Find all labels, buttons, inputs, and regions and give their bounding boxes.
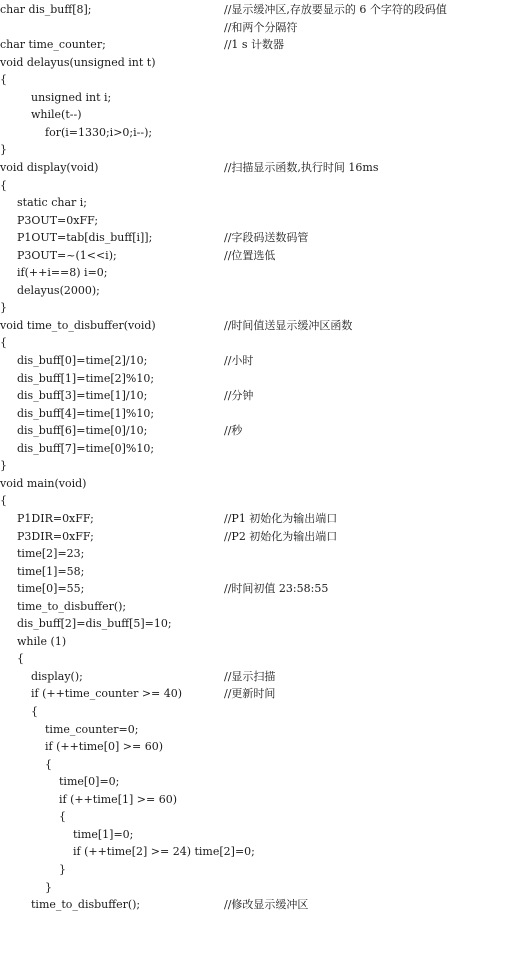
code-comment: //分钟 [224, 389, 254, 403]
code-text: { [0, 73, 7, 87]
code-comment: //小时 [224, 354, 254, 367]
code-text: delayus(2000); [17, 283, 100, 297]
code-text: P3OUT=0xFF; [17, 213, 99, 227]
code-text: } [0, 459, 7, 473]
code-text: char dis_buff[8]; [0, 3, 92, 16]
code-text: void time_to_disbuffer(void) [0, 318, 156, 332]
code-comment: //和两个分隔符 [224, 20, 298, 34]
code-text: time_to_disbuffer(); [17, 599, 127, 613]
code-text: } [0, 143, 7, 157]
code-text: while (1) [17, 634, 67, 648]
code-comment: //时间初值 23:58:55 [224, 582, 329, 596]
code-comment: //字段码送数码管 [224, 231, 309, 245]
code-text: void display(void) [0, 160, 99, 174]
code-line [0, 895, 506, 915]
code-text: if (++time[1] >= 60) [59, 792, 177, 806]
code-comment: //秒 [224, 424, 243, 438]
code-text: P1OUT=tab[dis_buff[i]]; [17, 231, 153, 245]
code-text: time_to_disbuffer(); [31, 898, 141, 912]
code-text: time[0]=55; [17, 582, 85, 596]
code-text: for(i=1330;i>0;i--); [45, 125, 153, 139]
code-comment: //更新时间 [224, 687, 276, 701]
code-text: { [0, 494, 7, 508]
code-text: } [45, 880, 52, 894]
code-text: { [17, 652, 24, 666]
code-text: time[2]=23; [17, 547, 85, 561]
code-comment: //修改显示缓冲区 [224, 898, 309, 912]
code-text: static char i; [17, 196, 88, 210]
code-text: P3OUT=~(1<<i); [17, 248, 117, 262]
code-text: void main(void) [0, 476, 87, 490]
code-text: P1DIR=0xFF; [17, 511, 94, 525]
code-text: void delayus(unsigned int t) [0, 55, 156, 69]
code-text: } [0, 301, 7, 315]
code-text: if (++time[0] >= 60) [45, 740, 163, 754]
code-text: { [45, 757, 52, 771]
code-text: time_counter=0; [45, 722, 139, 736]
code-comment: //P2 初始化为输出端口 [224, 529, 338, 543]
code-text: dis_buff[1]=time[2]%10; [17, 371, 155, 385]
code-text: dis_buff[3]=time[1]/10; [17, 389, 148, 403]
code-comment: //扫描显示函数,执行时间 16ms [224, 160, 379, 174]
code-text: P3DIR=0xFF; [17, 529, 94, 543]
code-comment: //位置选低 [224, 248, 276, 262]
code-text: dis_buff[0]=time[2]/10; [17, 354, 148, 367]
code-text: if(++i==8) i=0; [17, 266, 108, 280]
code-text: if (++time[2] >= 24) time[2]=0; [73, 845, 255, 859]
code-text: time[1]=0; [73, 827, 134, 841]
code-text: { [59, 810, 66, 824]
code-text: dis_buff[4]=time[1]%10; [17, 406, 155, 420]
code-text: if (++time_counter >= 40) [31, 687, 183, 701]
code-text: { [31, 705, 38, 718]
code-text: } [59, 862, 66, 876]
code-text: unsigned int i; [31, 90, 112, 104]
code-text: dis_buff[6]=time[0]/10; [17, 424, 148, 438]
code-comment: //P1 初始化为输出端口 [224, 511, 338, 525]
code-text: time[1]=58; [17, 564, 85, 578]
code-text: { [0, 178, 7, 192]
code-text: { [0, 336, 7, 350]
code-text: dis_buff[2]=dis_buff[5]=10; [17, 617, 172, 631]
code-text: dis_buff[7]=time[0]%10; [17, 441, 155, 455]
code-text: while(t--) [31, 108, 82, 122]
code-comment: //显示缓冲区,存放要显示的 6 个字符的段码值 [224, 3, 447, 16]
code-text: display(); [31, 669, 83, 683]
code-text: time[0]=0; [59, 775, 120, 789]
code-comment: //1 s 计数器 [224, 38, 285, 52]
code-comment: //显示扫描 [224, 669, 276, 683]
code-comment: //时间值送显示缓冲区函数 [224, 318, 353, 332]
code-text: char time_counter; [0, 38, 106, 52]
